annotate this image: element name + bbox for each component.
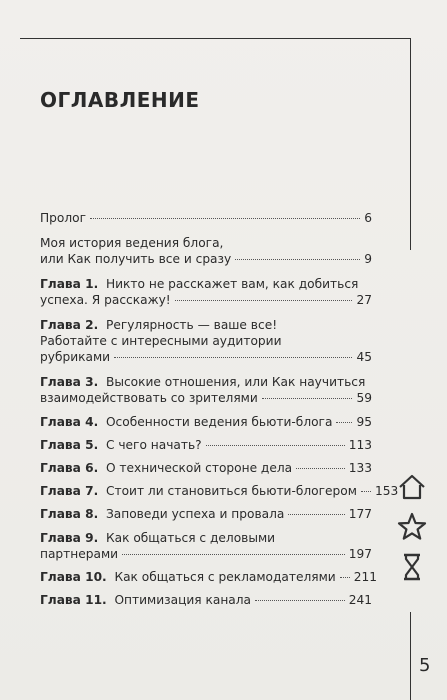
toc-entry-title: взаимодействовать со зрителями: [40, 391, 258, 405]
toc-entry-title: успеха. Я расскажу!: [40, 293, 171, 307]
toc-entry-title: Заповеди успеха и провала: [105, 507, 285, 521]
toc-chapter-label: Глава 10.: [40, 570, 107, 584]
toc-leader-dots: [235, 259, 360, 260]
toc-page-number: 177: [348, 507, 372, 521]
toc-entry: [40, 374, 372, 406]
toc-leader-dots: [288, 514, 344, 515]
toc-chapter-label: Глава 11.: [40, 593, 107, 607]
toc-chapter-label: Глава 7.: [40, 484, 99, 498]
toc-entry: [40, 235, 372, 267]
toc-page-number: 45: [356, 350, 372, 364]
toc-page-number: 95: [356, 415, 372, 429]
toc-entry: [40, 530, 372, 562]
toc-leader-dots: [340, 577, 350, 578]
toc-entry: [40, 276, 372, 308]
page-number: 5: [419, 655, 431, 676]
toc-entry: [40, 210, 372, 226]
frame-right-border: [410, 38, 411, 250]
toc-entry-title: Никто не расскажет вам, как добиться: [105, 277, 359, 291]
toc-leader-dots: [361, 491, 371, 492]
toc-page-number: 6: [364, 211, 372, 225]
toc-entry-title: Особенности ведения бьюти-блога: [105, 415, 333, 429]
toc-page-number: 153: [374, 484, 399, 498]
toc-entry-title: партнерами: [40, 547, 119, 561]
toc-chapter-label: Глава 3.: [40, 375, 99, 389]
toc-entry: [40, 483, 399, 499]
toc-entry-title: Работайте с интересными аудитории: [40, 334, 282, 348]
toc-page-number: 9: [364, 252, 372, 266]
toc-entry-title: рубриками: [40, 350, 111, 364]
toc-chapter-label: Глава 5.: [40, 438, 99, 452]
toc-chapter-label: Глава 8.: [40, 507, 99, 521]
toc-chapter-label: Глава 2.: [40, 318, 99, 332]
frame-top-border: [20, 38, 411, 39]
toc-chapter-label: Глава 6.: [40, 461, 99, 475]
side-icons: [395, 470, 429, 590]
toc-entry: [40, 506, 372, 522]
toc-leader-dots: [206, 445, 345, 446]
toc-page-number: 197: [348, 547, 372, 561]
toc-leader-dots: [114, 357, 352, 358]
hourglass-icon: [395, 550, 429, 584]
page-title: ОГЛАВЛЕНИЕ: [40, 88, 200, 112]
toc-entry-title: Как общаться с деловыми: [105, 531, 276, 545]
toc-entry-title: Моя история ведения блога,: [40, 236, 224, 250]
toc-page-number: 133: [348, 461, 372, 475]
frame-right-border-lower: [410, 612, 411, 700]
toc-page-number: 113: [348, 438, 372, 452]
toc-chapter-label: Глава 1.: [40, 277, 99, 291]
toc-entry-title: Высокие отношения, или Как научиться: [105, 375, 366, 389]
toc-entry: [40, 317, 372, 365]
toc-entry: [40, 592, 372, 608]
toc-chapter-label: Глава 9.: [40, 531, 99, 545]
toc-entry-title: Оптимизация канала: [114, 593, 252, 607]
toc-page-number: 241: [348, 593, 372, 607]
toc-page-number: 211: [353, 570, 377, 584]
toc-leader-dots: [175, 300, 353, 301]
toc-leader-dots: [122, 554, 345, 555]
toc-entry-title: С чего начать?: [105, 438, 202, 452]
toc-entry-title: Пролог: [40, 211, 87, 225]
star-icon: [395, 510, 429, 544]
toc-entry-title: Регулярность — ваше все!: [105, 318, 278, 332]
toc-entry-title: или Как получить все и сразу: [40, 252, 232, 266]
toc-leader-dots: [255, 600, 345, 601]
toc-entry: [40, 437, 372, 453]
toc-entry-title: Стоит ли становиться бьюти-блогером: [105, 484, 357, 498]
toc-leader-dots: [262, 398, 353, 399]
toc-page-number: 59: [356, 391, 372, 405]
toc-leader-dots: [296, 468, 345, 469]
toc-entry: [40, 569, 377, 585]
toc-entry-title: О технической стороне дела: [105, 461, 293, 475]
toc-leader-dots: [336, 422, 352, 423]
toc-chapter-label: Глава 4.: [40, 415, 99, 429]
home-icon: [395, 470, 429, 504]
toc-entry: [40, 460, 372, 476]
toc-entry: [40, 414, 372, 430]
toc-entry-title: Как общаться с рекламодателями: [114, 570, 336, 584]
table-of-contents: [40, 203, 399, 608]
toc-page-number: 27: [356, 293, 372, 307]
toc-leader-dots: [90, 218, 360, 219]
